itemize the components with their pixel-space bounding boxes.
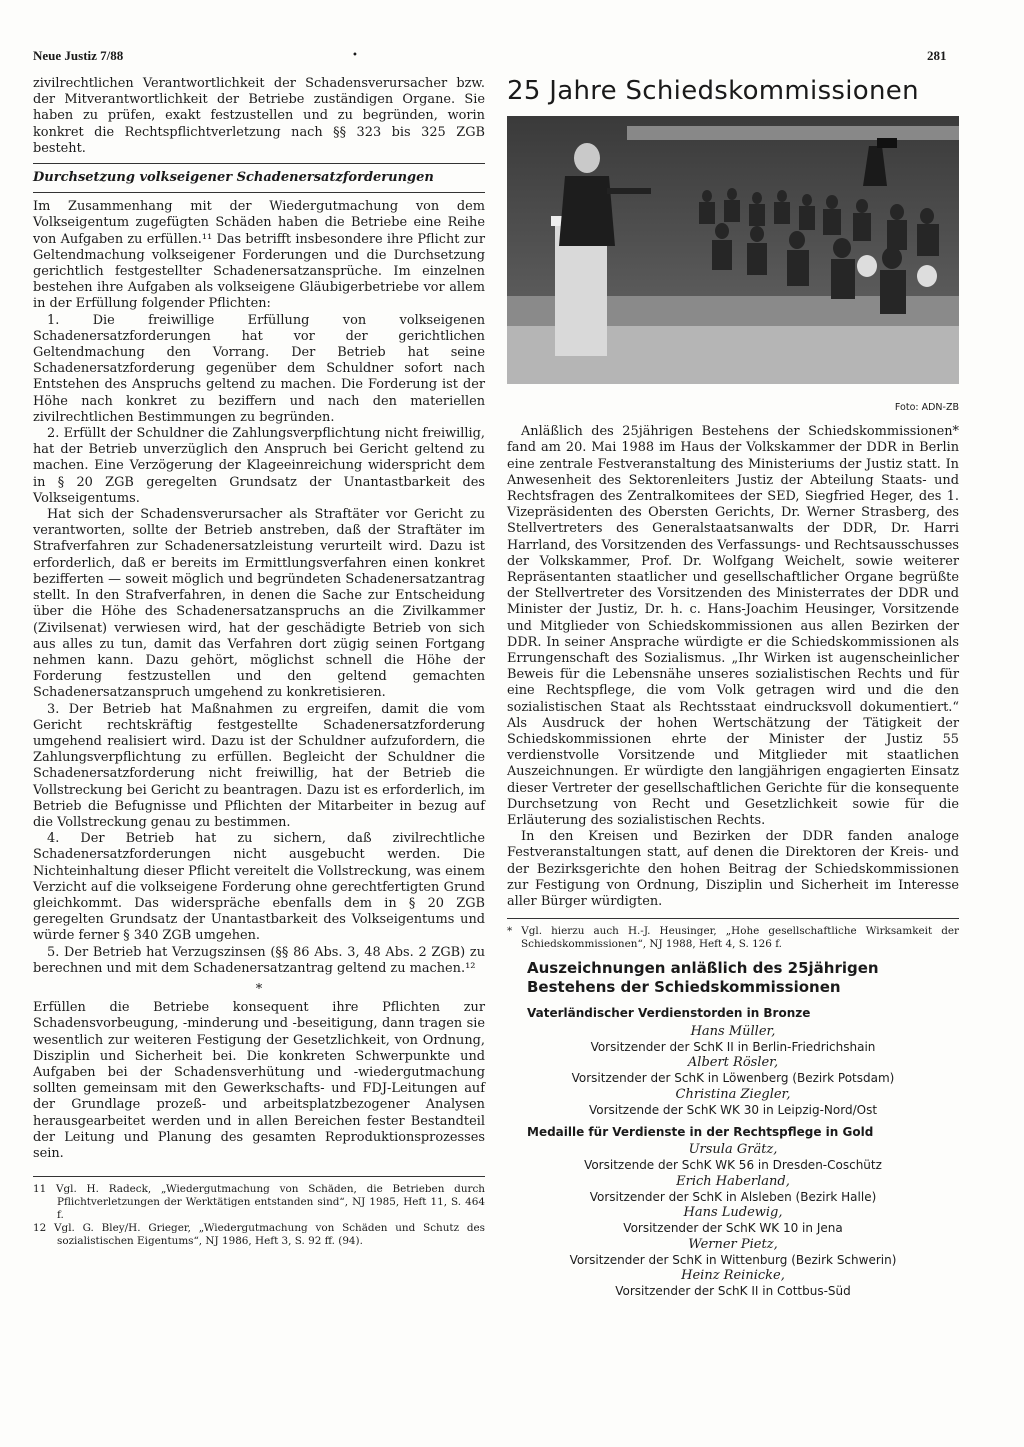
awardee-name: Werner Pietz, [688,1236,778,1252]
intro-paragraph: zivilrechtlichen Verantwortlichkeit der Schadensverursacher bzw. der Mitverantwortlichkeit der Betriebe zuständigen Organe. Sie haben zu prüfen, exakt festzustellen und zu begründen, worin konkret die Rechtspflichtverletzung nach §§ 323 bis 325 ZGB besteht. [33,76,485,156]
running-header: Neue Justiz 7/88 [33,48,124,63]
award-category: Medaille für Verdienste in der Rechtspflege in Gold [527,1125,874,1139]
paragraph: Hat sich der Schadensverursacher als Straftäter vor Gericht zu verantworten, sollte der Betrieb anstreben, daß der Straftäter im Strafverfahren zur Schadenersatzleistung verurteilt wird. Dazu ist erforderlich, daß er bereits im Ermittlungsverfahren einen konkret bezifferten — soweit möglich und begründeten Schadenersatzantrag stellt. In den Strafverfahren, in denen die Sache zur Entscheidung über die Höhe des Schadenersatzanspruchs an die Zivilkammer (Zivilsenat) verwiesen wird, hat der geschädigte Betrieb von sich aus alles zu tun, damit das Verfahren dort zügig seinen Fortgang nehmen kann. Dazu gehört, möglichst schnell die Höhe der Forderung festzustellen und den geltend gemachten Schadenersatzanspruch umgehend zu konkretisieren. [33,507,485,701]
awards-heading: Auszeichnungen anläßlich des 25jährigen Bestehens der Schiedskommissionen [527,959,879,997]
awardee-name: Erich Haberland, [676,1173,790,1189]
section-separator: * [255,981,263,997]
photo-illustration [507,116,959,384]
footnote: * Vgl. hierzu auch H.-J. Heusinger, „Hohe gesellschaftliche Wirksamkeit der Schiedskommissionen“, NJ 1988, Heft 4, S. 126 f. [507,925,959,951]
awardee-role: Vorsitzender der SchK II in Cottbus-Süd [615,1284,851,1299]
header-dot: • [352,50,358,61]
awardee-name: Albert Rösler, [687,1055,779,1070]
paragraph: 2. Erfüllt der Schuldner die Zahlungsverpflichtung nicht freiwillig, hat der Betrieb unverzüglich den Anspruch bei Gericht geltend zu machen. Eine Verzögerung der Klageeinreichung widerspricht dem in § 20 ZGB geregelten Grundsatz der Unantastbarkeit des Volkseigentums. [33,426,485,506]
paragraph: Erfüllen die Betriebe konsequent ihre Pflichten zur Schadensvorbeugung, -minderung und -beseitigung, dann tragen sie wesentlich zur weiteren Festigung der Gesetzlichkeit, von Ordnung, Disziplin und Sicherheit bei. Die konkreten Schwerpunkte und Aufgaben bei der Schadensverhütung und -wiedergutmachung sollten gemeinsam mit den Gewerkschafts- und FDJ-Leitungen auf der Grundlage prozeß- und arbeitsplatzbezogener Analysen herausgearbeitet werden und in allen Bereichen fester Bestandteil der Leitung und Planung des gesamten Reproduktionsprozesses sein. [33,1000,485,1161]
awardee-name: Hans Müller, [690,1023,776,1039]
paragraph: 1. Die freiwillige Erfüllung von volkseigenen Schadenersatzforderungen hat vor der gerichtlichen Geltendmachung den Vorrang. Der Betrieb hat seine Schadenersatzforderung gegenüber dem Schuldner sofort nach Entstehen des Anspruchs geltend zu machen. Die Forderung ist der Höhe nach konkret zu beziffern und nach den materiellen zivilrechtlichen Bestimmungen zu begründen. [33,312,485,425]
paragraph: Anläßlich des 25jährigen Bestehens der Schiedskommissionen* fand am 20. Mai 1988 im Haus der Volkskammer der DDR in Berlin eine zentrale Festveranstaltung des Ministeriums der Justiz statt. In Anwesenheit des Sektorenleiters Justiz der Abteilung Staats- und Rechtsfragen des Zentralkomitees der SED, Siegfried Heger, des 1. Vizepräsidenten des Obersten Gerichts, Dr. Werner Strasberg, des Stellvertreters des Generalstaatsanwalts der DDR, Dr. Harri Harrland, des Vorsitzenden des Verfassungs- und Rechtsausschusses der Volkskammer, Prof. Dr. Wolfgang Weichelt, sowie weiterer Repräsentanten staatlicher und gesellschaftlicher Organe begrüßte der Stellvertreter des Vorsitzenden des Ministerrates der DDR und Minister der Justiz, Dr. h. c. Hans-Joachim Heusinger, Vorsitzende und Mitglieder von Schiedskommissionen aus allen Bezirken der DDR. In seiner Ansprache würdigte er die Schiedskommissionen als Errungenschaft des Sozialismus. „Ihr Wirken ist augenscheinlicher Beweis für die Lebensnähe unseres sozialistischen Rechts und für eine Rechtspflege, die vom Volk getragen wird und die den sozialistischen Staat als Rechtsstaat eindrucksvoll dokumentiert.“ Als Ausdruck der hohen Wertschätzung der Tätigkeit der Schiedskommissionen ehrte der Minister der Justiz 55 verdienstvolle Vorsitzende und Mitglieder mit staatlichen Auszeichnungen. Er würdigte den langjährigen engagierten Einsatz dieser Vertreter der gesellschaftlichen Gerichte für die konsequente Durchsetzung von Recht und Gesetzlichkeit sowie für die Erläuterung des sozialistischen Rechts. [507,424,959,829]
footnote: 12 Vgl. G. Bley/H. Grieger, „Wiedergutmachung von Schäden und Schutz des sozialistischen Eigentums“, NJ 1986, Heft 3, S. 92 ff. (94). [33,1222,485,1248]
section-heading: Durchsetzung volkseigener Schadenersatzforderungen [33,170,434,186]
paragraph: 4. Der Betrieb hat zu sichern, daß zivilrechtliche Schadenersatzforderungen nicht ausgebucht werden. Die Nichteinhaltung dieser Pflicht vereitelt die Vollstreckung, was einem Verzicht auf die volkseigene Forderung ohne gerechtfertigten Grund gleichkommt. Das widerspräche ebenfalls dem in § 20 ZGB geregelten Grundsatz der Unantastbarkeit des Volkseigentums und würde ferner § 340 ZGB umgehen. [33,831,485,944]
footnote-rule [33,1176,485,1177]
awardee-role: Vorsitzender der SchK in Löwenberg (Bezirk Potsdam) [571,1071,895,1085]
article-title: 25 Jahre Schiedskommissionen [507,76,919,106]
photo-credit: Foto: ADN-ZB [894,402,959,413]
page-number: 281 [927,48,947,63]
award-list [507,1024,959,1119]
awardee-role: Vorsitzende der SchK WK 30 in Leipzig-Nord/Ost [588,1102,878,1117]
awardee-role: Vorsitzende der SchK WK 56 in Dresden-Coschütz [584,1158,882,1173]
paragraph: In den Kreisen und Bezirken der DDR fanden analoge Festveranstaltungen statt, auf denen die Direktoren der Kreis- und der Bezirksgerichte den hohen Beitrag der Schiedskommissionen zur Festigung von Ordnung, Disziplin und Sicherheit im Interesse aller Bürger würdigten. [507,829,959,910]
footnote-rule [507,918,959,919]
awardee-name: Hans Ludewig, [683,1205,783,1221]
award-list [507,1142,959,1300]
section-rule [33,192,485,193]
paragraph: 3. Der Betrieb hat Maßnahmen zu ergreifen, damit die vom Gericht rechtskräftig festgestellte Schadenersatzforderung umgehend realisiert wird. Dazu ist der Schuldner aufzufordern, die Zahlungsverpflichtung zu erfüllen. Begleicht der Schuldner die Schadenersatzforderung nicht freiwillig, hat der Betrieb die Vollstreckung bei Gericht zu beantragen. Dazu ist es erforderlich, im Betrieb die Befugnisse und Pflichten der Mitarbeiter in bezug auf die Vollstreckung genau zu bestimmen. [33,701,485,830]
awardee-name: Christina Ziegler, [675,1086,791,1102]
event-photo [507,116,959,384]
right-column [507,76,959,1300]
awardee-role: Vorsitzender der SchK II in Berlin-Friedrichshain [590,1039,876,1054]
awardee-role: Vorsitzender der SchK WK 10 in Jena [623,1221,843,1236]
awardee-role: Vorsitzender der SchK in Alsleben (Bezirk Halle) [589,1189,877,1204]
left-column [33,76,485,1248]
paragraph: Im Zusammenhang mit der Wiedergutmachung von dem Volkseigentum zugefügten Schäden haben die Betriebe eine Reihe von Aufgaben zu erfüllen.¹¹ Das betrifft insbesondere ihre Pflicht zur Geltendmachung volkseigener Forderungen und die Durchsetzung gerichtlich festgestellter Schadenersatzansprüche. Im einzelnen bestehen ihre Aufgaben als volkseigene Gläubigerbetriebe vor allem in der Erfüllung folgender Pflichten: [33,199,485,312]
award-category: Vaterländischer Verdienstorden in Bronze [527,1006,811,1021]
awardee-name: Ursula Grätz, [688,1142,778,1158]
section-rule [33,163,485,164]
paragraph: 5. Der Betrieb hat Verzugszinsen (§§ 86 Abs. 3, 48 Abs. 2 ZGB) zu berechnen und mit dem Schadenersatzantrag geltend zu machen.¹² [33,944,485,976]
awardee-role: Vorsitzender der SchK in Wittenburg (Bezirk Schwerin) [569,1252,897,1267]
footnote: 11 Vgl. H. Radeck, „Wiedergutmachung von Schäden, die Betrieben durch Pflichtverletzungen der Werktätigen entstanden sind“, NJ 1985, Heft 11, S. 464 f. [33,1183,485,1222]
awardee-name: Heinz Reinicke, [681,1268,785,1284]
